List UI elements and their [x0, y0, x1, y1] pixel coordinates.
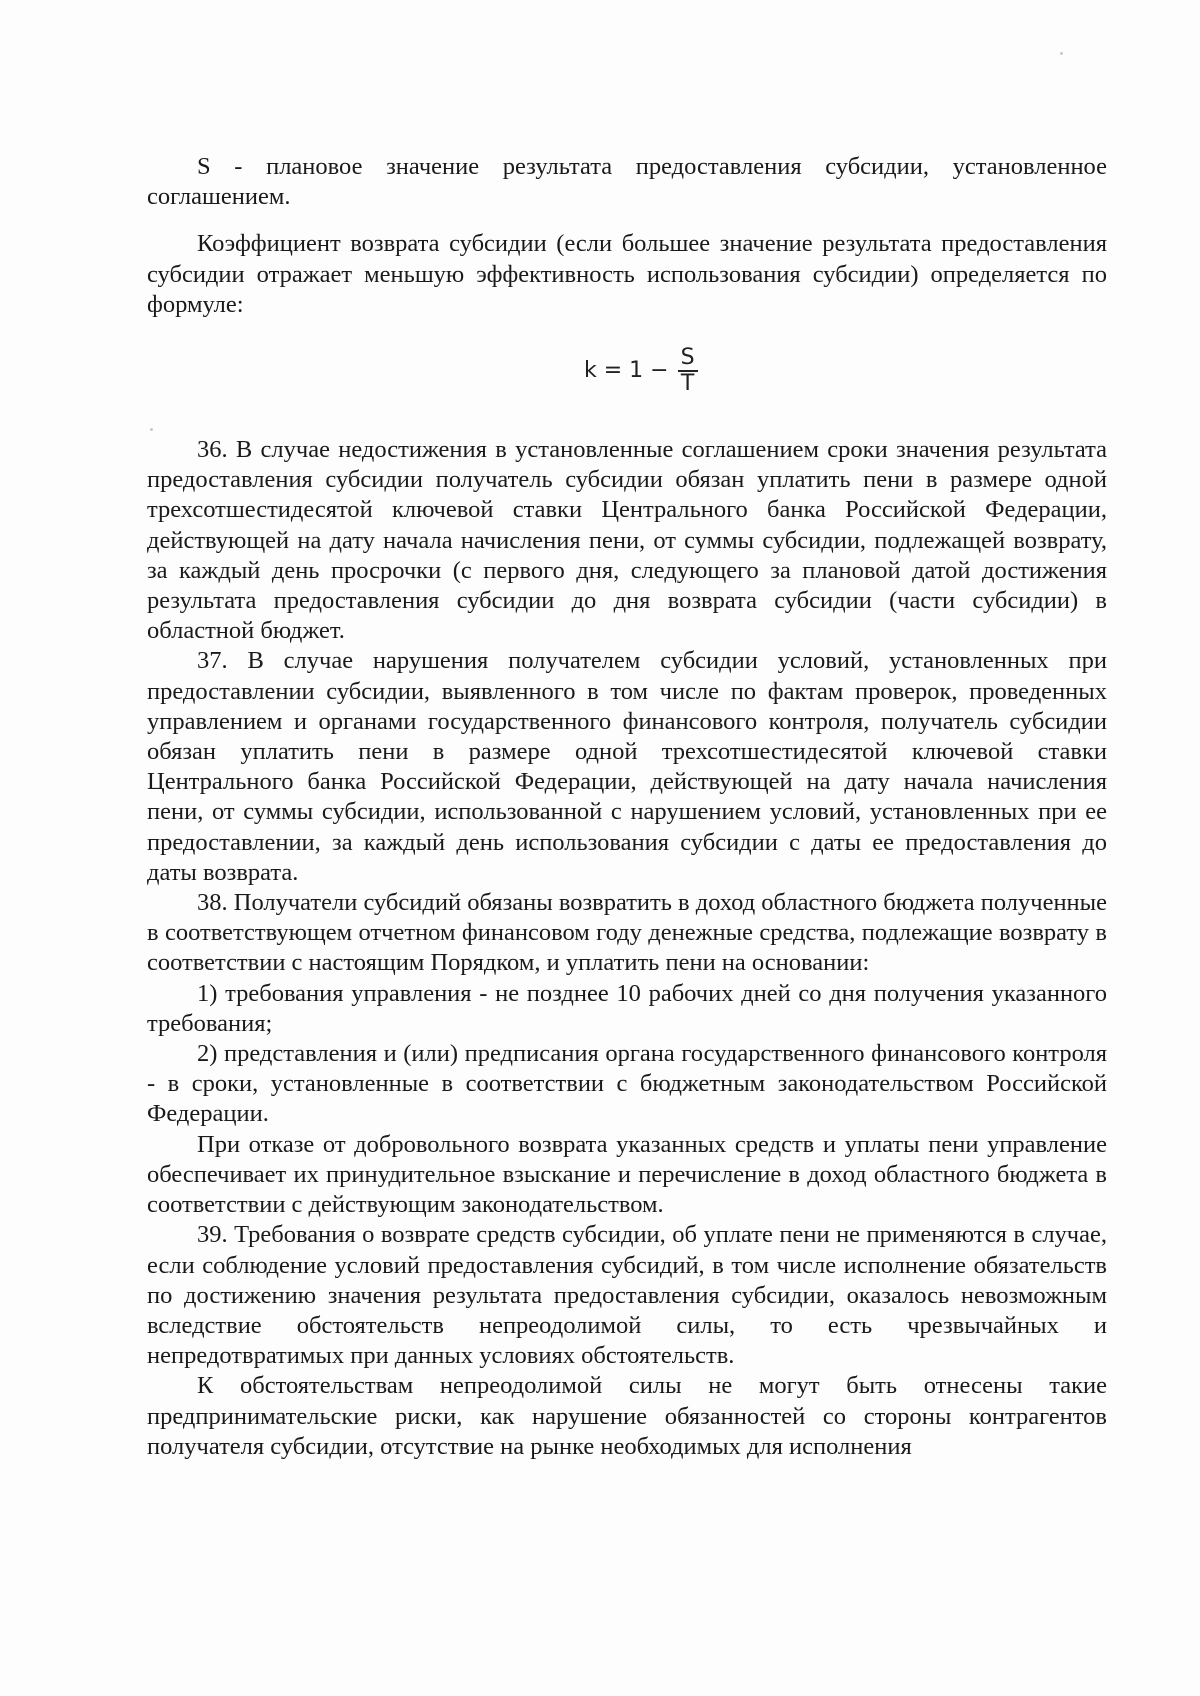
paragraph-38-item-2: 2) представления и (или) предписания органа государственного финансового контроля - в сроки, установленные в соответствии с бюджетным законодательством Российской Федерации.	[147, 1040, 1107, 1128]
paragraph-coefficient: Коэффициент возврата субсидии (если большее значение результата предоставления субсидии отражает меньшую эффективность использования субсидии) определяется по формуле:	[147, 230, 1107, 318]
paragraph-39: 39. Требования о возврате средств субсидии, об уплате пени не применяются в случае, если соблюдение условий предоставления субсидий, в том числе исполнение обязательств по достижению значения результата предоставления субсидии, оказалось невозможным вследствие обстоятельств непреодолимой силы, то есть чрезвычайных и непредотвратимых при данных условиях обстоятельств.	[147, 1221, 1107, 1370]
formula	[584, 346, 698, 396]
document-body	[147, 152, 1107, 1462]
scan-speck	[1060, 52, 1063, 55]
formula-block	[147, 320, 1107, 435]
paragraph-s-definition: S - плановое значение результата предоставления субсидии, установленное соглашением.	[147, 153, 1107, 211]
formula-denominator: T	[680, 371, 695, 397]
paragraph-38: 38. Получатели субсидий обязаны возвратить в доход областного бюджета полученные в соответствующем отчетном финансовом году денежные средства, подлежащие возврату в соответствии с настоящим Порядком, и уплатить пени на основании:	[147, 889, 1107, 977]
formula-fraction	[678, 346, 698, 396]
paragraph-force-majeure: К обстоятельствам непреодолимой силы не могут быть отнесены такие предпринимательские риски, как нарушение обязанностей со стороны контрагентов получателя субсидии, отсутствие на рынке необходимых для исполнения	[147, 1372, 1107, 1460]
formula-numerator: S	[680, 345, 695, 371]
paragraph-refusal: При отказе от добровольного возврата указанных средств и уплаты пени управление обеспечивает их принудительное взыскание и перечисление в доход областного бюджета в соответствии с действующим законодательством.	[147, 1130, 1107, 1219]
paragraph-37: 37. В случае нарушения получателем субсидии условий, установленных при предоставлении субсидии, выявленного в том числе по фактам проверок, проведенных управлением и органами государственного финансового контроля, получатель субсидии обязан уплатить пени в размере одной трехсотшестидесятой ключевой ставки Центрального банка Российской Федерации, действующей на дату начала начисления пени, от суммы субсидии, использованной с нарушением условий, установленных при ее предоставлении, за каждый день использования субсидии с даты ее предоставления до даты возврата.	[147, 647, 1107, 886]
paragraph-38-item-1: 1) требования управления - не позднее 10 рабочих дней со дня получения указанного требования;	[147, 979, 1107, 1037]
formula-lhs: k = 1 −	[584, 357, 676, 383]
paragraph-36: 36. В случае недостижения в установленные соглашением сроки значения результата предоставления субсидии получатель субсидии обязан уплатить пени в размере одной трехсотшестидесятой ключевой ставки Центрального банка Российской Федерации, действующей на дату начала начисления пени, от суммы субсидии, подлежащей возврату, за каждый день просрочки (с первого дня, следующего за плановой датой достижения результата предоставления субсидии до дня возврата субсидии (части субсидии) в областной бюджет.	[147, 436, 1107, 645]
